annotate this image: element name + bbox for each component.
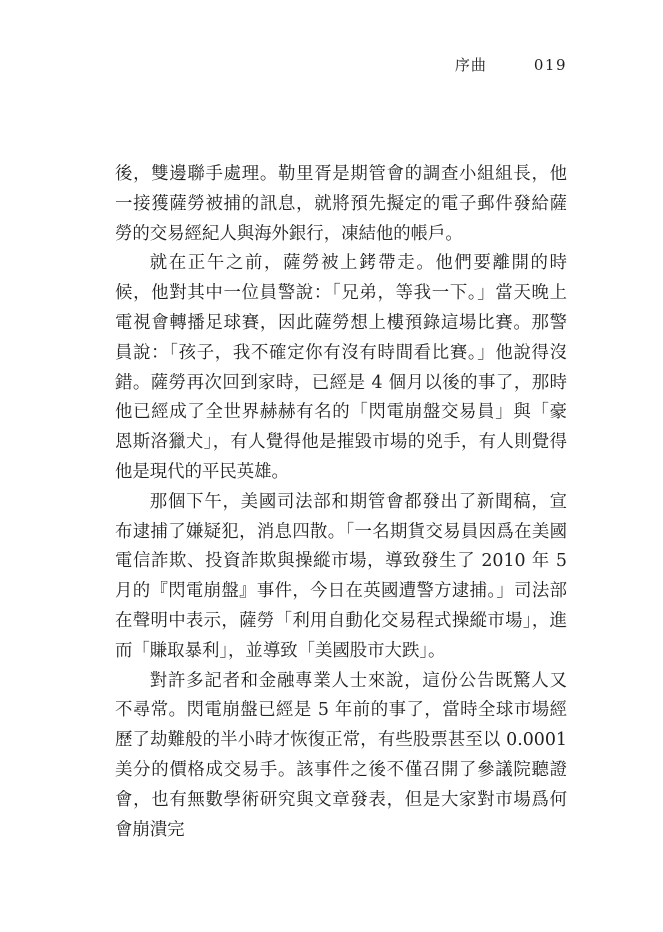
paragraph: 那個下午，美國司法部和期管會都發出了新聞稿，宣布逮捕了嫌疑犯，消息四散。「一名期貨交易員因爲在美國電信詐欺、投資詐欺與操縱市場，導致發生了 2010 年 5 月的『閃電崩盤』事件，今日在英國遭警方逮捕。」司法部在聲明中表示，薩勞「利用自動化交易程式操縱市場」，進而「賺取暴利」，並導致「美國股市大跌」。 [115, 491, 567, 661]
paragraph-continuation: 後，雙邊聯手處理。勒里胥是期管會的調查小組組長，他一接獲薩勞被捕的訊息，就將預先擬定的電子郵件發給薩勞的交易經紀人與海外銀行，凍結他的帳戶。 [115, 164, 567, 244]
body-text [115, 160, 567, 845]
page-number: 019 [533, 56, 567, 74]
paragraph: 對許多記者和金融專業人士來說，這份公告既驚人又不尋常。閃電崩盤已經是 5 年前的事了，當時全球市場經歷了劫難般的半小時才恢復正常，有些股票甚至以 0.0001 美分的價格成交易手。該事件之後不僅召開了參議院聽證會，也有無數學術研究與文章發表，但是大家對市場爲何會崩潰完 [115, 670, 567, 840]
paragraph: 就在正午之前，薩勞被上銬帶走。他們要離開的時候，他對其中一位員警說：「兄弟，等我一下。」當天晚上電視會轉播足球賽，因此薩勞想上樓預錄這場比賽。那警員說：「孩子，我不確定你有沒有時間看比賽。」他說得沒錯。薩勞再次回到家時，已經是 4 個月以後的事了，那時他已經成了全世界赫赫有名的「閃電崩盤交易員」與「豪恩斯洛獵犬」，有人覺得他是摧毀市場的兇手，有人則覺得他是現代的平民英雄。 [115, 253, 567, 482]
running-head [455, 54, 567, 75]
chapter-title: 序曲 [454, 56, 487, 74]
